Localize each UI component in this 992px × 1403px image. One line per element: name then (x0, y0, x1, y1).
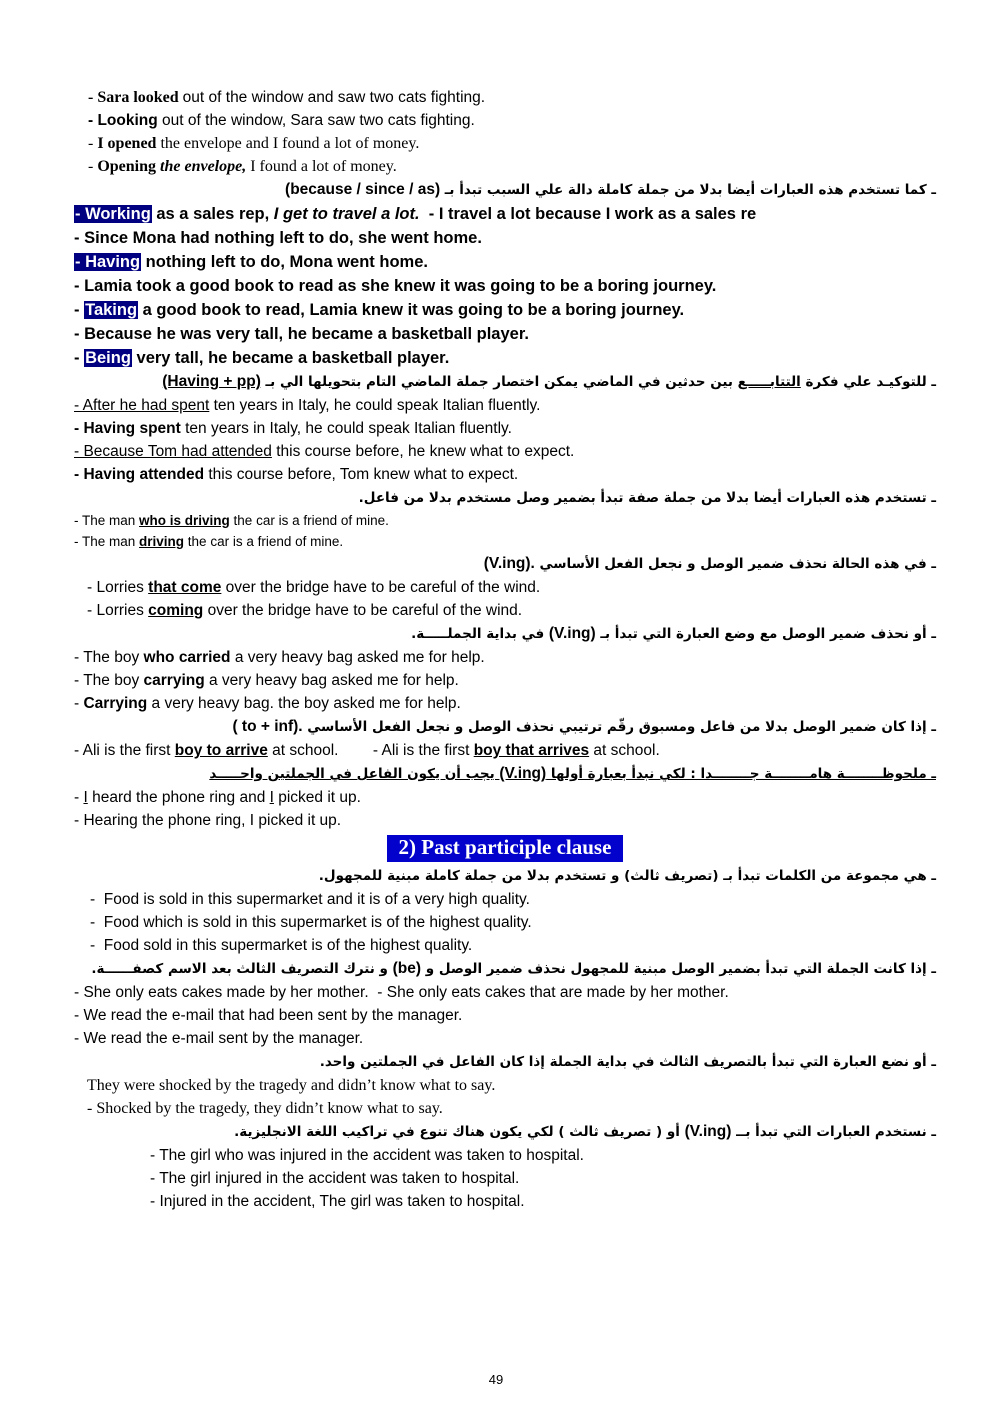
sentence-line (87, 599, 936, 622)
sentence-line (88, 132, 936, 155)
text-run: a very heavy bag. the boy asked me for help. (147, 695, 461, 712)
sentence-line (74, 394, 936, 417)
sentence-line (87, 1097, 936, 1120)
text-run: over the bridge have to be careful of the wind. (221, 579, 541, 596)
sentence-line (74, 463, 936, 486)
text-run: boy that arrives (473, 742, 590, 759)
highlighted-word: Taking (85, 301, 138, 319)
sentence-line (74, 692, 936, 715)
text-run: (V.ing) (548, 625, 596, 642)
text-run: the car is a friend of mine. (229, 513, 389, 528)
text-run: ـ أو نضع العبارة التي تبدأ بالتصريف الثالث في بداية الجملة إذا كان الفاعل في الجملتين واحد. (319, 1054, 936, 1070)
text-run: - (74, 695, 84, 712)
sentence-line (74, 226, 936, 250)
text-run: بين حدثين في الماضي يمكن اختصار جملة الماضي التام بتحويلها الي بـ (260, 374, 738, 390)
sentence-line (74, 981, 936, 1004)
text-run: ـ تستخدم هذه العبارات أيضا بدلا من جملة صفة تبدأ بضمير وصل مستخدم بدلا من فاعل. (358, 490, 936, 506)
text-run: ـ للتوكيـد علي فكرة (800, 374, 936, 390)
sentence-line (74, 346, 936, 370)
text-run: ten years in Italy, he could speak Italian fluently. (209, 397, 541, 414)
text-run: التتابـــــع (737, 374, 801, 390)
text-run: very tall, he became a basketball player. (131, 349, 450, 367)
text-run: at school. - Ali is the first (267, 742, 474, 759)
text-run: this course before, Tom knew what to expect. (204, 466, 519, 483)
sentence-line (74, 1004, 936, 1027)
text-run: out of the window, Sara saw two cats fighting. (162, 112, 475, 129)
text-run: - Food which is sold in this supermarket is of the highest quality. (90, 914, 532, 931)
text-run: Carrying (83, 695, 148, 712)
text-run: over the bridge have to be careful of the wind. (203, 602, 523, 619)
text-run: I get to travel a lot. (273, 205, 420, 223)
text-run: 2) Past participle clause (387, 835, 624, 862)
text-run: - Looking (88, 112, 163, 129)
sentence-line (74, 417, 936, 440)
text-run: the car is a friend of mine. (184, 534, 344, 549)
text-run: I found a lot of money. (250, 158, 397, 175)
arabic-note-line (74, 552, 936, 576)
arabic-note-line (74, 622, 936, 646)
text-run: - (88, 135, 98, 152)
arabic-note-line (74, 1050, 936, 1074)
sentence-line (74, 1027, 936, 1050)
sentence-line (74, 510, 936, 531)
sentence-line (74, 322, 936, 346)
arabic-note-line (74, 864, 936, 888)
text-run: I (269, 789, 274, 806)
text-run: a very heavy bag asked me for help. (230, 649, 485, 666)
text-run: that come (148, 579, 222, 596)
sentence-line (74, 202, 936, 226)
text-run: يجب أن يكون الفاعل في الجملتين واحـــــد (209, 766, 500, 782)
text-run: - Shocked by the tragedy, they didn’t know what to say. (87, 1100, 443, 1117)
arabic-note-line (74, 370, 936, 394)
text-run: ـ نستخدم العبارات التي تبدأ بــ (731, 1124, 936, 1140)
sentence-line (150, 1190, 936, 1213)
text-run: - (74, 301, 85, 319)
text-run: - Lamia took a good book to read as she knew it was going to be a boring journey. (74, 277, 717, 295)
text-run: (Having + pp) (162, 373, 261, 390)
text-run: - The boy (74, 649, 144, 666)
text-run: a very heavy bag asked me for help. (204, 672, 459, 689)
text-run: - After he had spent (74, 397, 210, 414)
text-run: nothing left to do, Mona went home. (141, 253, 428, 271)
highlighted-word: Being (85, 349, 131, 367)
text-run: heard the phone ring and (87, 789, 270, 806)
sentence-line (90, 911, 936, 934)
text-run: و نترك التصريف الثالث بعد الاسم كصفــــــة. (91, 961, 393, 977)
text-run: the envelope, (160, 158, 251, 175)
sentence-line (150, 1144, 936, 1167)
sentence-line (74, 669, 936, 692)
text-run: - Lorries (87, 602, 149, 619)
text-run: (V.ing). (483, 555, 535, 572)
text-run: ـ إذا كان ضمير الوصل بدلا من فاعل ومسبوق رقّم ترتيبي نحذف الوصل و نجعل الفعل الأساسي (302, 719, 936, 735)
text-run: - Food sold in this supermarket is of the highest quality. (90, 937, 473, 954)
sentence-line (74, 531, 936, 552)
highlighted-word: - Having (75, 253, 141, 271)
highlighted-word: - Working (75, 205, 151, 223)
sentence-line (88, 155, 936, 178)
text-run: - The boy (74, 672, 144, 689)
text-run: - Because he was very tall, he became a basketball player. (74, 325, 529, 343)
arabic-note-line (74, 486, 936, 510)
text-run: - I travel a lot because I work as a sales re (419, 205, 757, 223)
text-run: - She only eats cakes made by her mother. - She only eats cakes that are made by her mother. (74, 984, 729, 1001)
arabic-note-line (74, 715, 936, 739)
text-run: - Having spent (74, 420, 181, 437)
text-run: out of the window and saw two cats fighting. (182, 89, 486, 106)
text-run: at school. (589, 742, 660, 759)
text-run: I (83, 789, 88, 806)
text-run: They were shocked by the tragedy and didn’t know what to say. (87, 1077, 496, 1094)
text-run: who carried (143, 649, 231, 666)
sentence-line (74, 786, 936, 809)
text-run: (V.ing) (684, 1123, 732, 1140)
text-run: carrying (143, 672, 205, 689)
page-number: 49 (488, 1372, 504, 1387)
text-run: - The girl who was injured in the accident was taken to hospital. (150, 1147, 584, 1164)
section-header (74, 835, 936, 862)
sentence-line (74, 646, 936, 669)
text-run: - The man (74, 534, 140, 549)
text-run: - Food is sold in this supermarket and it is of a very high quality. (90, 891, 530, 908)
text-run: - Having attended (74, 466, 205, 483)
arabic-note-line (74, 1120, 936, 1144)
text-run: a good book to read, Lamia knew it was going to be a boring journey. (138, 301, 685, 319)
sentence-line (74, 250, 936, 274)
text-run: ـ كما تستخدم هذه العبارات أيضا بدلا من جملة كاملة دالة علي السبب تبدأ بـ (440, 182, 936, 198)
text-run: picked it up. (273, 789, 361, 806)
text-run: - (74, 789, 84, 806)
text-run: - The girl injured in the accident was taken to hospital. (150, 1170, 520, 1187)
text-run: ـ في هذه الحالة نحذف ضمير الوصل و نجعل الفعل الأساسي (534, 556, 936, 572)
text-run: - We read the e-mail sent by the manager. (74, 1030, 364, 1047)
sentence-line (74, 440, 936, 463)
text-run: coming (148, 602, 204, 619)
arabic-note-line (74, 178, 936, 202)
text-run: - Lorries (87, 579, 149, 596)
text-run: - Sara looked (88, 89, 183, 106)
sentence-line (87, 1074, 936, 1097)
text-run: ـ أو نحذف ضمير الوصل مع وضع العبارة التي تبدأ بـ (595, 626, 936, 642)
text-run: as a sales rep, (151, 205, 274, 223)
text-run: - (74, 349, 85, 367)
text-run: driving (139, 534, 185, 549)
text-run: I opened (97, 135, 161, 152)
sentence-line (90, 934, 936, 957)
arabic-note-line (74, 957, 936, 981)
text-run: في بداية الجملـــــة. (411, 626, 549, 642)
text-run: ـ ملحوظــــــــة هامــــــــة جــــــــدا : لكي نبدأ بعبارة أولها (546, 766, 936, 782)
sentence-line (74, 274, 936, 298)
text-run: (because / since / as) (285, 181, 441, 198)
text-run: this course before, he knew what to expect. (271, 443, 575, 460)
sentence-line (88, 86, 936, 109)
text-run: the envelope and I found a lot of money. (160, 135, 420, 152)
text-run: ـ إذا كانت الجملة التي تبدأ بضمير الوصل مبنية للمجهول نحذف ضمير الوصل و (421, 961, 936, 977)
arabic-note-line (74, 762, 936, 786)
text-run: boy to arrive (174, 742, 268, 759)
text-run: (V.ing) (499, 765, 547, 782)
text-run: - Since Mona had nothing left to do, she went home. (74, 229, 482, 247)
text-run: - The man (74, 513, 140, 528)
text-run: - (88, 158, 98, 175)
sentence-line (74, 809, 936, 832)
sentence-line (90, 888, 936, 911)
text-run: ـ هي مجموعة من الكلمات تبدأ بـ (تصريف ثالث) و تستخدم بدلا من جملة كاملة مبنية للمجهول. (318, 868, 936, 884)
sentence-line (150, 1167, 936, 1190)
text-run: who is driving (139, 513, 230, 528)
sentence-line (74, 298, 936, 322)
text-run: - Ali is the first (74, 742, 175, 759)
sentence-line (74, 739, 936, 762)
text-run: (be) (392, 960, 422, 977)
text-run: ten years in Italy, he could speak Italian fluently. (180, 420, 512, 437)
text-run: أو ( تصريف ثالث ) لكي يكون هناك تنوع في تراكيب اللغة الانجليزية. (234, 1124, 685, 1140)
sentence-line (88, 109, 936, 132)
text-run: ( to + inf). (232, 718, 303, 735)
text-run: - We read the e-mail that had been sent by the manager. (74, 1007, 463, 1024)
text-run: - Because Tom had attended (74, 443, 272, 460)
text-run: Opening (97, 158, 161, 175)
text-run: - Hearing the phone ring, I picked it up. (74, 812, 342, 829)
sentence-line (87, 576, 936, 599)
text-run: - Injured in the accident, The girl was taken to hospital. (150, 1193, 525, 1210)
